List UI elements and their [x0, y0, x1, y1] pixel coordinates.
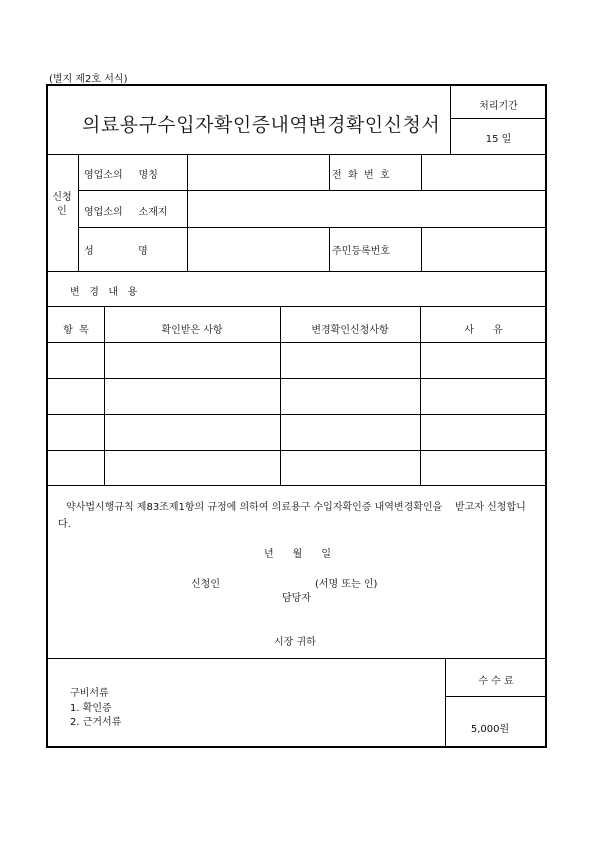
officer-label: 담당자 [282, 593, 311, 604]
business-name-label: 영업소의 명칭 [84, 170, 158, 181]
phone-label: 전 화 번 호 [332, 170, 390, 181]
processing-period-label: 처리기간 [479, 101, 518, 112]
table-header-confirmed: 확인받은 사항 [161, 325, 223, 336]
required-documents-title: 구비서류 [70, 688, 109, 699]
form-label: (별지 제2호 서식) [49, 74, 128, 85]
date-line: 년 월 일 [263, 549, 332, 560]
change-section-label: 변 경 내 용 [70, 287, 138, 298]
name-label: 성 명 [84, 246, 148, 257]
table-row [48, 451, 547, 485]
business-address-label: 영업소의 소재지 [84, 207, 168, 218]
applicant-section-label: 신청인 [52, 192, 72, 217]
processing-period-value: 15 일 [485, 134, 512, 145]
required-document-item: 2. 근거서류 [70, 717, 122, 728]
applicant-signature-label: 신청인 [191, 579, 220, 590]
table-row [48, 415, 547, 450]
table-row [48, 343, 547, 378]
table-header-reason: 사 유 [464, 325, 503, 336]
signature-note: (서명 또는 인) [315, 579, 378, 590]
fee-value: 5,000원 [470, 724, 510, 735]
form-title: 의료용구수입자확인증내역변경확인신청서 [82, 114, 441, 136]
required-document-item: 1. 확인증 [70, 703, 112, 714]
addressee: 시장 귀하 [274, 637, 316, 648]
table-header-requested: 변경확인신청사항 [311, 325, 389, 336]
table-row [48, 379, 547, 414]
application-form [46, 84, 547, 748]
statement-text: 약사법시행규칙 제83조제1항의 규정에 의하여 의료용구 수입자확인증 내역변경확인을 받고자 신청합니다. [58, 502, 526, 530]
resident-number-label: 주민등록번호 [332, 246, 390, 257]
fee-label: 수 수 료 [478, 676, 514, 687]
table-header-item: 항 목 [63, 325, 89, 336]
